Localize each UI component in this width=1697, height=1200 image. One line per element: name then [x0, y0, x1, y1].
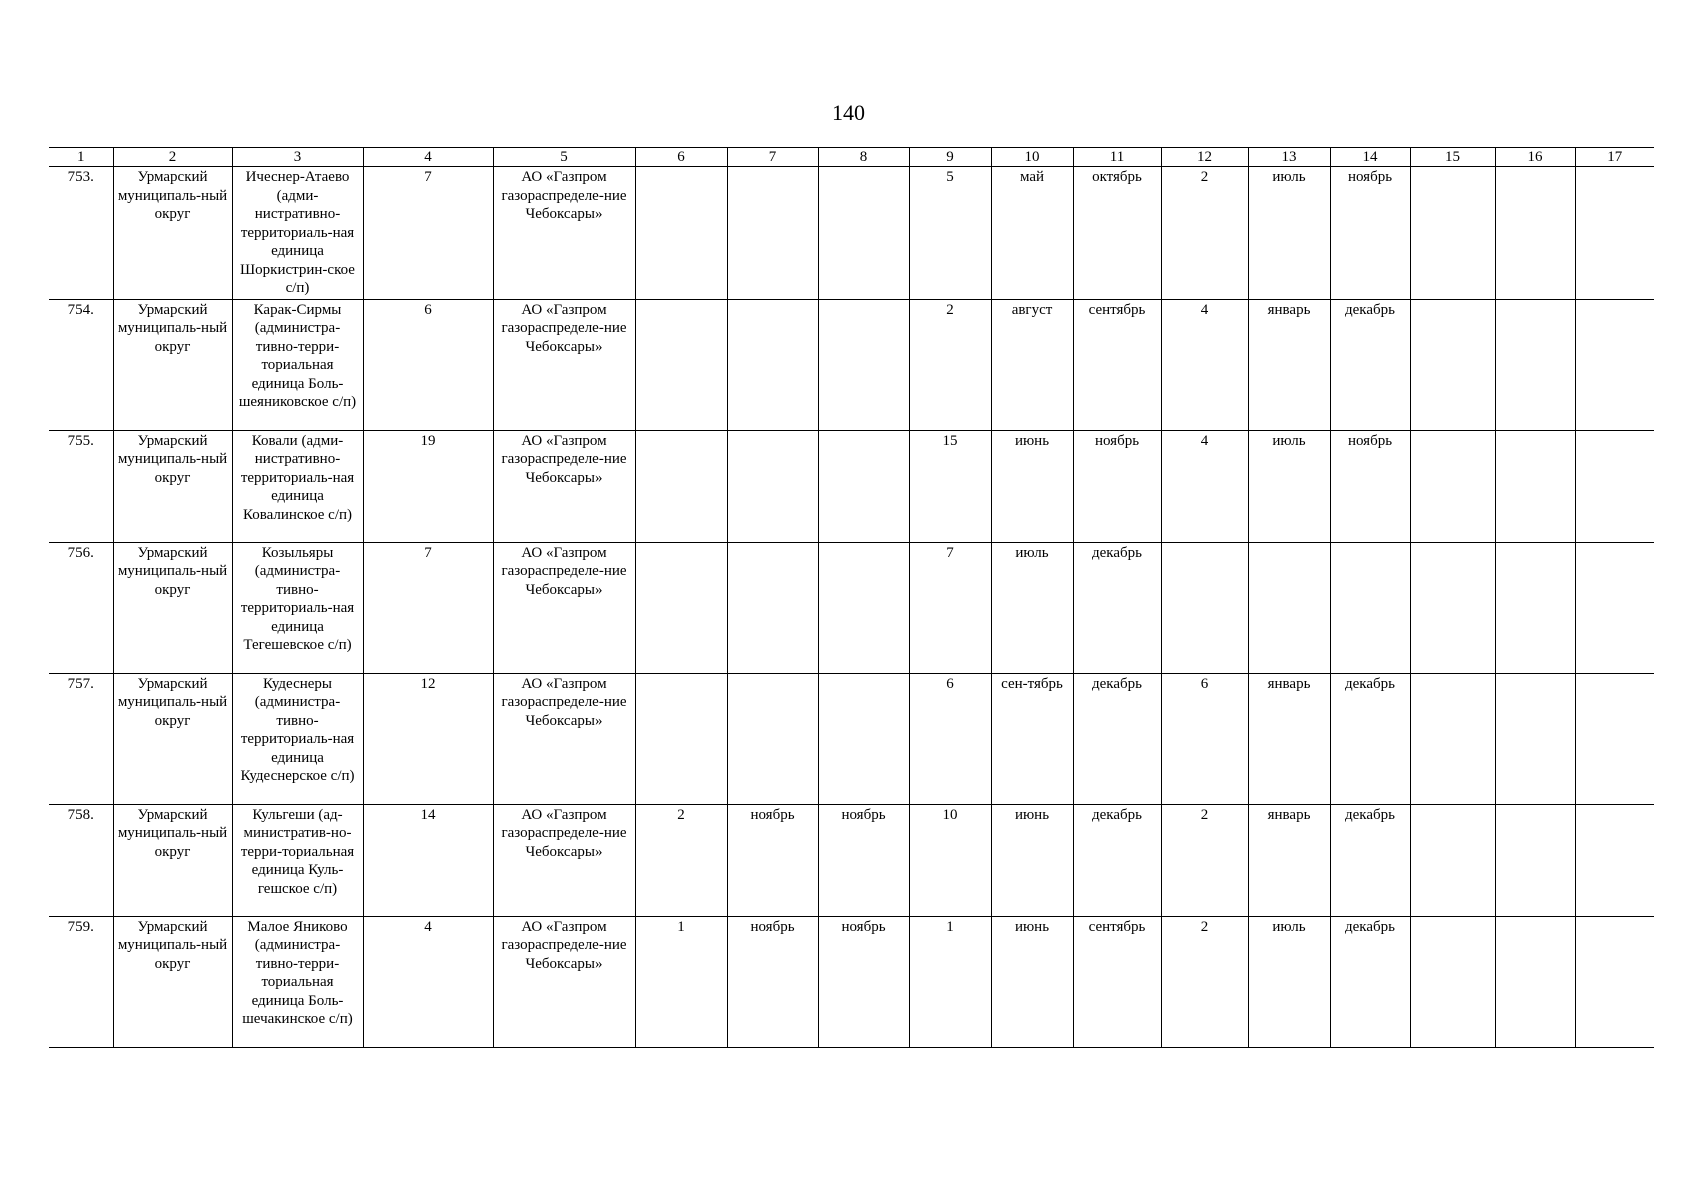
table-cell-col-15 — [1410, 673, 1495, 804]
table-cell-col-13: июль — [1248, 167, 1330, 300]
column-header-5: 5 — [493, 148, 635, 167]
table-cell-col-1: 755. — [49, 430, 113, 542]
table-cell-col-3: Кульгеши (ад-министратив-но-терри-ториальная единица Куль-гешское с/п) — [232, 804, 363, 916]
table-cell-col-8 — [818, 299, 909, 430]
table-cell-col-10: июнь — [991, 430, 1073, 542]
table-cell-col-16 — [1495, 804, 1575, 916]
table-cell-col-13: июль — [1248, 916, 1330, 1047]
table-cell-col-11: ноябрь — [1073, 430, 1161, 542]
table-cell-col-2: Урмарский муниципаль-ный округ — [113, 673, 232, 804]
table-cell-col-4: 7 — [363, 167, 493, 300]
table-cell-col-12: 2 — [1161, 916, 1248, 1047]
table-cell-col-10: сен-тябрь — [991, 673, 1073, 804]
table-cell-col-1: 757. — [49, 673, 113, 804]
table-cell-col-13 — [1248, 542, 1330, 673]
table-row — [49, 542, 1654, 673]
table-cell-col-11: сентябрь — [1073, 916, 1161, 1047]
table-cell-col-17 — [1575, 804, 1654, 916]
table-cell-col-6 — [635, 167, 727, 300]
table-cell-col-8 — [818, 167, 909, 300]
table-cell-col-16 — [1495, 542, 1575, 673]
table-cell-col-12: 6 — [1161, 673, 1248, 804]
table-cell-col-5: АО «Газпром газораспределе-ние Чебоксары» — [493, 430, 635, 542]
table-cell-col-6: 2 — [635, 804, 727, 916]
table-cell-col-10: июнь — [991, 916, 1073, 1047]
table-cell-col-3: Карак-Сирмы (администра-тивно-терри-ториальная единица Боль-шеяниковское с/п) — [232, 299, 363, 430]
table-cell-col-5: АО «Газпром газораспределе-ние Чебоксары» — [493, 167, 635, 300]
table-cell-col-6 — [635, 542, 727, 673]
table-cell-col-10: май — [991, 167, 1073, 300]
table-cell-col-9: 10 — [909, 804, 991, 916]
table-cell-col-1: 756. — [49, 542, 113, 673]
table-cell-col-17 — [1575, 673, 1654, 804]
table-cell-col-14: ноябрь — [1330, 167, 1410, 300]
table-cell-col-12 — [1161, 542, 1248, 673]
table-cell-col-3: Козыльяры (администра-тивно-территориаль-ная единица Тегешевское с/п) — [232, 542, 363, 673]
table-cell-col-11: декабрь — [1073, 673, 1161, 804]
table-cell-col-3: Кудеснеры (администра-тивно-территориаль-ная единица Кудеснерское с/п) — [232, 673, 363, 804]
table-cell-col-4: 14 — [363, 804, 493, 916]
table-cell-col-5: АО «Газпром газораспределе-ние Чебоксары» — [493, 673, 635, 804]
table-row — [49, 804, 1654, 916]
table-cell-col-8: ноябрь — [818, 916, 909, 1047]
table-cell-col-17 — [1575, 430, 1654, 542]
column-header-7: 7 — [727, 148, 818, 167]
table-cell-col-12: 2 — [1161, 804, 1248, 916]
table-cell-col-15 — [1410, 299, 1495, 430]
table-cell-col-4: 6 — [363, 299, 493, 430]
table-cell-col-7 — [727, 542, 818, 673]
table-row — [49, 430, 1654, 542]
table-cell-col-2: Урмарский муниципаль-ный округ — [113, 430, 232, 542]
table-cell-col-17 — [1575, 299, 1654, 430]
table-cell-col-9: 15 — [909, 430, 991, 542]
table-cell-col-11: октябрь — [1073, 167, 1161, 300]
column-header-13: 13 — [1248, 148, 1330, 167]
table-cell-col-9: 5 — [909, 167, 991, 300]
table-cell-col-4: 7 — [363, 542, 493, 673]
table-cell-col-1: 753. — [49, 167, 113, 300]
table-cell-col-7: ноябрь — [727, 916, 818, 1047]
table-cell-col-1: 754. — [49, 299, 113, 430]
table-cell-col-9: 7 — [909, 542, 991, 673]
table-cell-col-2: Урмарский муниципаль-ный округ — [113, 804, 232, 916]
table-cell-col-15 — [1410, 167, 1495, 300]
table-cell-col-14: декабрь — [1330, 299, 1410, 430]
column-header-3: 3 — [232, 148, 363, 167]
table-row — [49, 673, 1654, 804]
table-cell-col-14 — [1330, 542, 1410, 673]
table-cell-col-17 — [1575, 916, 1654, 1047]
column-number-header — [49, 148, 1654, 167]
table-cell-col-16 — [1495, 673, 1575, 804]
table-cell-col-13: январь — [1248, 299, 1330, 430]
table-cell-col-14: декабрь — [1330, 804, 1410, 916]
table-cell-col-5: АО «Газпром газораспределе-ние Чебоксары» — [493, 804, 635, 916]
table-cell-col-7 — [727, 167, 818, 300]
table-cell-col-17 — [1575, 542, 1654, 673]
column-header-8: 8 — [818, 148, 909, 167]
table-cell-col-15 — [1410, 916, 1495, 1047]
table-cell-col-6 — [635, 299, 727, 430]
table-cell-col-7 — [727, 299, 818, 430]
table-cell-col-16 — [1495, 167, 1575, 300]
table-cell-col-17 — [1575, 167, 1654, 300]
table-cell-col-2: Урмарский муниципаль-ный округ — [113, 542, 232, 673]
column-header-15: 15 — [1410, 148, 1495, 167]
table-cell-col-13: июль — [1248, 430, 1330, 542]
table-cell-col-12: 4 — [1161, 430, 1248, 542]
table-row — [49, 299, 1654, 430]
table-cell-col-8: ноябрь — [818, 804, 909, 916]
table-cell-col-8 — [818, 542, 909, 673]
table-cell-col-9: 1 — [909, 916, 991, 1047]
data-table — [49, 147, 1654, 1048]
table-cell-col-14: ноябрь — [1330, 430, 1410, 542]
table-cell-col-3: Ковали (адми-нистративно-территориаль-ная единица Ковалинское с/п) — [232, 430, 363, 542]
table-row — [49, 167, 1654, 300]
table-cell-col-11: декабрь — [1073, 804, 1161, 916]
table-cell-col-5: АО «Газпром газораспределе-ние Чебоксары» — [493, 916, 635, 1047]
table-cell-col-7: ноябрь — [727, 804, 818, 916]
table-cell-col-14: декабрь — [1330, 916, 1410, 1047]
table-cell-col-12: 4 — [1161, 299, 1248, 430]
column-header-17: 17 — [1575, 148, 1654, 167]
column-header-4: 4 — [363, 148, 493, 167]
table-cell-col-6: 1 — [635, 916, 727, 1047]
table-cell-col-10: август — [991, 299, 1073, 430]
table-cell-col-13: январь — [1248, 804, 1330, 916]
table-cell-col-16 — [1495, 299, 1575, 430]
table-cell-col-8 — [818, 673, 909, 804]
table-cell-col-12: 2 — [1161, 167, 1248, 300]
column-header-10: 10 — [991, 148, 1073, 167]
column-header-12: 12 — [1161, 148, 1248, 167]
table-cell-col-4: 19 — [363, 430, 493, 542]
column-header-9: 9 — [909, 148, 991, 167]
table-cell-col-4: 12 — [363, 673, 493, 804]
table-cell-col-11: декабрь — [1073, 542, 1161, 673]
table-cell-col-5: АО «Газпром газораспределе-ние Чебоксары» — [493, 542, 635, 673]
column-header-6: 6 — [635, 148, 727, 167]
table-body — [49, 167, 1654, 1048]
table-cell-col-3: Малое Яниково (администра-тивно-терри-ториальная единица Боль-шечакинское с/п) — [232, 916, 363, 1047]
table-cell-col-2: Урмарский муниципаль-ный округ — [113, 299, 232, 430]
table-cell-col-14: декабрь — [1330, 673, 1410, 804]
table-cell-col-8 — [818, 430, 909, 542]
column-header-11: 11 — [1073, 148, 1161, 167]
table-cell-col-16 — [1495, 430, 1575, 542]
table-cell-col-2: Урмарский муниципаль-ный округ — [113, 916, 232, 1047]
table-cell-col-16 — [1495, 916, 1575, 1047]
table-cell-col-1: 758. — [49, 804, 113, 916]
table-cell-col-6 — [635, 430, 727, 542]
table-cell-col-13: январь — [1248, 673, 1330, 804]
table-cell-col-9: 2 — [909, 299, 991, 430]
table-cell-col-15 — [1410, 542, 1495, 673]
table-cell-col-2: Урмарский муниципаль-ный округ — [113, 167, 232, 300]
table-row — [49, 916, 1654, 1047]
column-header-2: 2 — [113, 148, 232, 167]
table-cell-col-10: июнь — [991, 804, 1073, 916]
page-number: 140 — [832, 100, 865, 125]
table-cell-col-15 — [1410, 430, 1495, 542]
table-cell-col-9: 6 — [909, 673, 991, 804]
table-cell-col-4: 4 — [363, 916, 493, 1047]
table-cell-col-15 — [1410, 804, 1495, 916]
table-cell-col-7 — [727, 673, 818, 804]
column-header-1: 1 — [49, 148, 113, 167]
table-cell-col-1: 759. — [49, 916, 113, 1047]
table-cell-col-3: Ичеснер-Атаево (адми-нистративно-территориаль-ная единица Шоркистрин-ское с/п) — [232, 167, 363, 300]
column-header-14: 14 — [1330, 148, 1410, 167]
table-cell-col-10: июль — [991, 542, 1073, 673]
table-cell-col-11: сентябрь — [1073, 299, 1161, 430]
table-cell-col-7 — [727, 430, 818, 542]
column-header-16: 16 — [1495, 148, 1575, 167]
table-cell-col-5: АО «Газпром газораспределе-ние Чебоксары» — [493, 299, 635, 430]
table-cell-col-6 — [635, 673, 727, 804]
